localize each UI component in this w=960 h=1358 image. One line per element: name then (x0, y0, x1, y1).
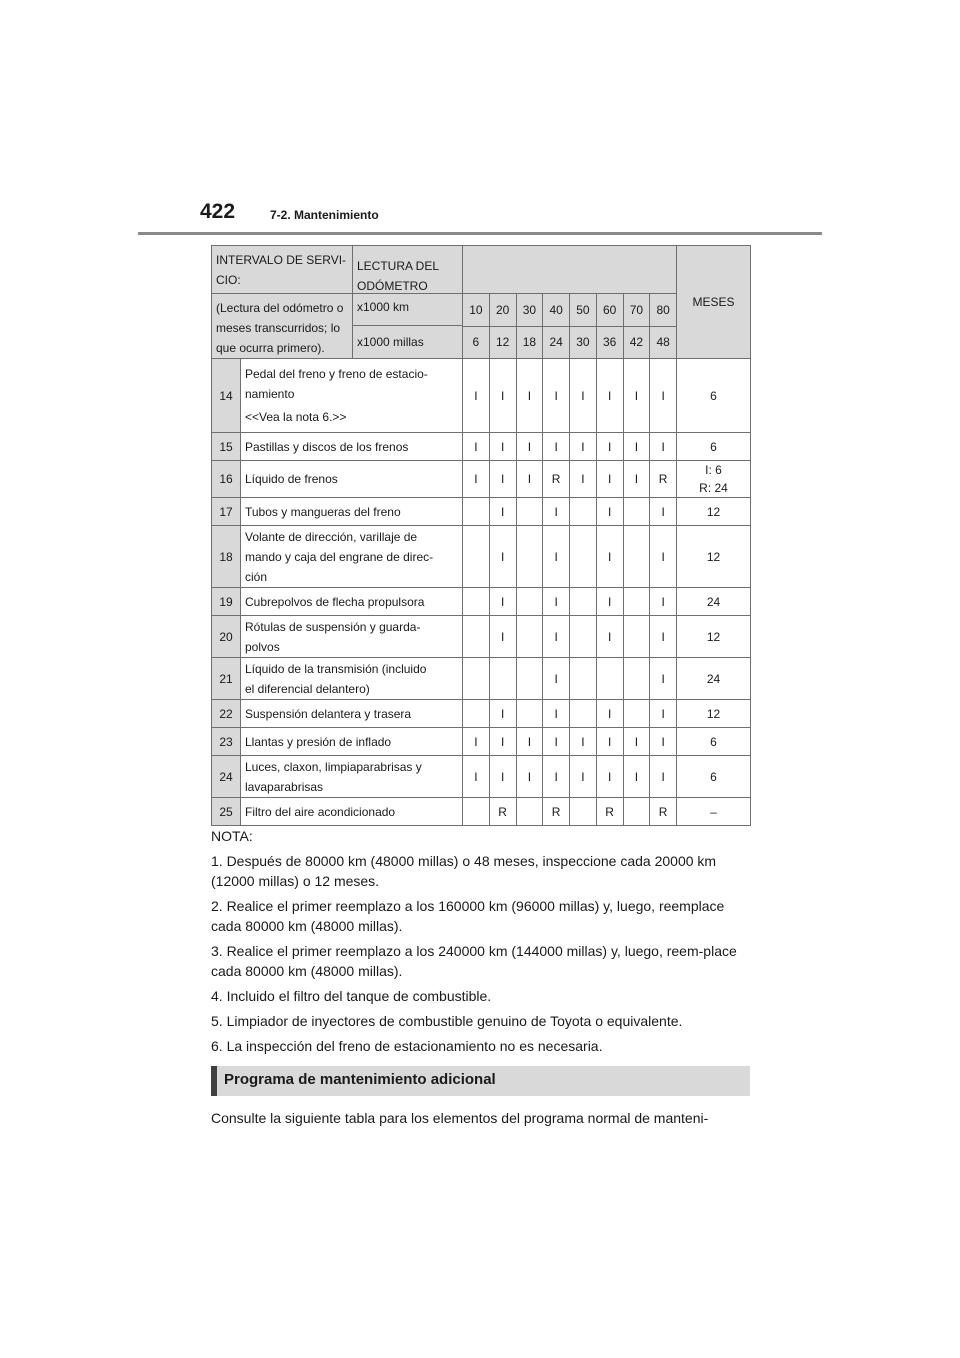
item-description (241, 616, 463, 658)
miles-value: 48 (650, 326, 677, 359)
item-description (241, 433, 463, 461)
interval-mark: I (650, 658, 677, 700)
heading-accent (211, 1066, 217, 1096)
condition-label: (Lectura del odómetro o meses transcurridos; lo que ocurra primero). (212, 294, 353, 358)
item-number: 22 (212, 700, 241, 728)
description-line: Tubos y mangueras del freno (245, 504, 401, 519)
interval-mark (463, 616, 490, 658)
description-line: Luces, claxon, limpiaparabrisas y (245, 759, 422, 774)
interval-mark: I (623, 359, 650, 433)
km-value: 70 (623, 294, 650, 327)
months-line: – (710, 804, 717, 819)
months-value (677, 498, 751, 526)
interval-mark: I (596, 461, 623, 498)
interval-mark: I (596, 728, 623, 756)
table-row (212, 588, 751, 616)
months-value (677, 526, 751, 588)
interval-mark (623, 700, 650, 728)
interval-mark (516, 616, 543, 658)
item-number: 14 (212, 359, 241, 433)
interval-mark: I (650, 756, 677, 798)
interval-mark: I (463, 728, 490, 756)
table-row (212, 756, 751, 798)
interval-mark: I (543, 526, 570, 588)
description-line: Líquido de frenos (245, 472, 338, 486)
maintenance-schedule-table (211, 245, 751, 826)
description-line: Filtro del aire acondicionado (245, 804, 396, 819)
interval-mark: I (489, 498, 516, 526)
section-heading: Programa de mantenimiento adicional (224, 1071, 496, 1088)
interval-mark: I (650, 616, 677, 658)
page-number: 422 (200, 200, 236, 223)
item-description (241, 588, 463, 616)
km-value: 30 (516, 294, 543, 327)
interval-mark: I (543, 700, 570, 728)
interval-mark: I (570, 433, 597, 461)
note-item: 5. Limpiador de inyectores de combustible genuino de Toyota o equivalente. (211, 1013, 683, 1029)
description-line: Volante de dirección, varillaje de (245, 529, 418, 544)
months-value (677, 728, 751, 756)
interval-mark: I (543, 359, 570, 433)
interval-mark: I (570, 359, 597, 433)
interval-mark: I (650, 498, 677, 526)
interval-mark: I (516, 728, 543, 756)
interval-mark (463, 798, 490, 826)
section-heading-bar (211, 1066, 750, 1096)
interval-mark: I (463, 433, 490, 461)
interval-mark (516, 498, 543, 526)
interval-mark (516, 700, 543, 728)
interval-mark: I (650, 359, 677, 433)
note-item: 2. Realice el primer reemplazo a los 160000 km (96000 millas) y, luego, reemplace cada 80000 km (48000 millas). (211, 898, 725, 934)
interval-mark: I (516, 461, 543, 498)
months-value (677, 616, 751, 658)
interval-mark (570, 658, 597, 700)
months-line: R: 24 (699, 481, 728, 495)
interval-mark: R (650, 461, 677, 498)
table-row (212, 616, 751, 658)
table-row (212, 433, 751, 461)
interval-mark (623, 526, 650, 588)
interval-mark: R (596, 798, 623, 826)
interval-mark: I (489, 700, 516, 728)
condition-header-split (212, 294, 462, 358)
item-description (241, 756, 463, 798)
note-item: 3. Realice el primer reemplazo a los 240000 km (144000 millas) y, luego, reem-place cada 80000 km (48000 millas). (211, 943, 737, 979)
interval-mark: I (543, 498, 570, 526)
description-line: namiento (245, 387, 295, 401)
interval-mark: I (489, 526, 516, 588)
interval-mark: I (623, 433, 650, 461)
months-value (677, 658, 751, 700)
description-line: polvos (245, 639, 280, 654)
table-row (212, 798, 751, 826)
description-line: Rótulas de suspensión y guarda- (245, 619, 421, 634)
interval-mark: R (543, 798, 570, 826)
item-number: 25 (212, 798, 241, 826)
months-line: 6 (710, 734, 717, 749)
interval-mark: I (543, 616, 570, 658)
interval-mark (489, 658, 516, 700)
months-line: 24 (706, 671, 721, 686)
header-divider (138, 232, 822, 235)
table-row (212, 498, 751, 526)
interval-mark (463, 588, 490, 616)
note-item: 1. Después de 80000 km (48000 millas) o 48 meses, inspeccione cada 20000 km (12000 millas) o 12 meses. (211, 853, 717, 889)
interval-mark (570, 588, 597, 616)
interval-mark: I (543, 658, 570, 700)
item-description (241, 728, 463, 756)
interval-mark: I (489, 588, 516, 616)
item-description (241, 658, 463, 700)
interval-mark: I (623, 756, 650, 798)
description-line: Suspensión delantera y trasera (245, 706, 412, 721)
table-row (212, 526, 751, 588)
interval-mark (516, 588, 543, 616)
interval-mark: I (463, 359, 490, 433)
interval-mark (596, 658, 623, 700)
months-value (677, 798, 751, 826)
months-line: 6 (710, 439, 717, 454)
interval-mark: I (489, 359, 516, 433)
months-value (677, 433, 751, 461)
description-line: <<Vea la nota 6.>> (245, 410, 347, 424)
item-number: 20 (212, 616, 241, 658)
header-row-1 (212, 246, 751, 294)
interval-mark (516, 526, 543, 588)
interval-mark: I (623, 461, 650, 498)
notes (211, 826, 756, 1061)
interval-mark: I (489, 756, 516, 798)
interval-mark: I (596, 359, 623, 433)
description-line: Llantas y presión de inflado (245, 734, 392, 749)
km-unit-label: x1000 km (353, 294, 462, 326)
months-line: I: 6 (705, 463, 722, 477)
interval-mark: I (596, 433, 623, 461)
miles-value: 12 (489, 326, 516, 359)
description-line: Líquido de la transmisión (incluido (245, 661, 427, 676)
interval-label: INTERVALO DE SERVI-CIO: (212, 246, 353, 293)
interval-mark (570, 526, 597, 588)
interval-mark: I (516, 433, 543, 461)
interval-mark: I (570, 756, 597, 798)
notes-title: NOTA: (211, 828, 253, 844)
item-number: 19 (212, 588, 241, 616)
miles-value: 30 (570, 326, 597, 359)
interval-header (212, 246, 463, 294)
interval-mark: I (596, 756, 623, 798)
interval-mark (516, 798, 543, 826)
item-number: 18 (212, 526, 241, 588)
section-title: 7-2. Mantenimiento (270, 208, 379, 222)
item-description (241, 526, 463, 588)
km-value: 40 (543, 294, 570, 327)
table-row (212, 728, 751, 756)
km-value: 60 (596, 294, 623, 327)
interval-mark: I (489, 728, 516, 756)
item-description (241, 700, 463, 728)
months-line: 12 (706, 629, 721, 644)
description-line: Pastillas y discos de los frenos (245, 439, 409, 454)
interval-mark (623, 798, 650, 826)
interval-mark: I (543, 756, 570, 798)
interval-mark: R (543, 461, 570, 498)
item-number: 23 (212, 728, 241, 756)
interval-mark: I (650, 588, 677, 616)
interval-mark (463, 658, 490, 700)
interval-mark: I (570, 461, 597, 498)
months-value (677, 700, 751, 728)
interval-mark: I (650, 700, 677, 728)
interval-mark: I (543, 588, 570, 616)
km-value: 80 (650, 294, 677, 327)
description-line: ción (245, 569, 268, 584)
interval-mark: I (489, 433, 516, 461)
interval-mark: I (543, 728, 570, 756)
unit-labels (353, 294, 462, 358)
description-line: mando y caja del engrane de direc- (245, 549, 434, 564)
interval-mark (623, 616, 650, 658)
interval-mark (570, 798, 597, 826)
interval-mark: I (596, 526, 623, 588)
months-value (677, 588, 751, 616)
interval-mark: I (463, 461, 490, 498)
interval-mark: I (516, 756, 543, 798)
note-item: 6. La inspección del freno de estacionamiento no es necesaria. (211, 1038, 603, 1054)
interval-mark (570, 700, 597, 728)
interval-mark (623, 658, 650, 700)
item-number: 16 (212, 461, 241, 498)
interval-mark (623, 588, 650, 616)
km-value: 50 (570, 294, 597, 327)
months-value (677, 461, 751, 498)
description-line: Pedal del freno y freno de estacio- (245, 367, 428, 381)
interval-mark: I (650, 433, 677, 461)
description-line: Cubrepolvos de flecha propulsora (245, 594, 425, 609)
months-header: MESES (677, 246, 751, 359)
interval-mark (623, 498, 650, 526)
interval-mark: I (489, 616, 516, 658)
interval-mark: R (489, 798, 516, 826)
interval-mark (463, 526, 490, 588)
interval-mark: I (570, 728, 597, 756)
table-row (212, 658, 751, 700)
intro-text: Consulte la siguiente tabla para los elementos del programa normal de manteni- (211, 1110, 709, 1126)
months-line: 6 (710, 388, 717, 403)
miles-value: 18 (516, 326, 543, 359)
interval-mark: R (650, 798, 677, 826)
interval-mark: I (650, 728, 677, 756)
table-row (212, 700, 751, 728)
interval-mark: I (596, 498, 623, 526)
interval-mark: I (623, 728, 650, 756)
interval-mark (463, 700, 490, 728)
interval-mark (463, 498, 490, 526)
miles-value: 36 (596, 326, 623, 359)
item-number: 21 (212, 658, 241, 700)
odometer-label: LECTURA DEL ODÓMETRO (357, 259, 439, 293)
interval-mark (570, 498, 597, 526)
months-line: 24 (706, 594, 721, 609)
item-description (241, 359, 463, 433)
interval-mark: I (596, 616, 623, 658)
months-line: 6 (710, 769, 717, 784)
miles-value: 6 (463, 326, 490, 359)
km-value: 10 (463, 294, 490, 327)
miles-value: 42 (623, 326, 650, 359)
item-number: 15 (212, 433, 241, 461)
table-row (212, 461, 751, 498)
months-line: 12 (706, 549, 721, 564)
interval-mark: I (596, 588, 623, 616)
odometer-header-cont (463, 246, 677, 294)
item-number: 24 (212, 756, 241, 798)
months-value (677, 756, 751, 798)
item-number: 17 (212, 498, 241, 526)
miles-value: 24 (543, 326, 570, 359)
item-description (241, 798, 463, 826)
description-line: el diferencial delantero) (245, 681, 370, 696)
interval-mark (570, 616, 597, 658)
interval-mark: I (596, 700, 623, 728)
months-value (677, 359, 751, 433)
interval-mark: I (489, 461, 516, 498)
description-line: lavaparabrisas (245, 779, 324, 794)
table-row (212, 359, 751, 433)
miles-unit-label: x1000 millas (357, 335, 424, 349)
interval-mark: I (650, 526, 677, 588)
interval-mark: I (463, 756, 490, 798)
interval-mark: I (543, 433, 570, 461)
interval-mark (516, 658, 543, 700)
note-item: 4. Incluido el filtro del tanque de combustible. (211, 988, 492, 1004)
km-value: 20 (489, 294, 516, 327)
months-line: 12 (706, 504, 721, 519)
condition-header (212, 294, 463, 359)
header-row-km (212, 294, 751, 327)
interval-header-split (212, 246, 462, 293)
interval-mark: I (516, 359, 543, 433)
item-description (241, 498, 463, 526)
item-description (241, 461, 463, 498)
months-line: 12 (706, 706, 721, 721)
